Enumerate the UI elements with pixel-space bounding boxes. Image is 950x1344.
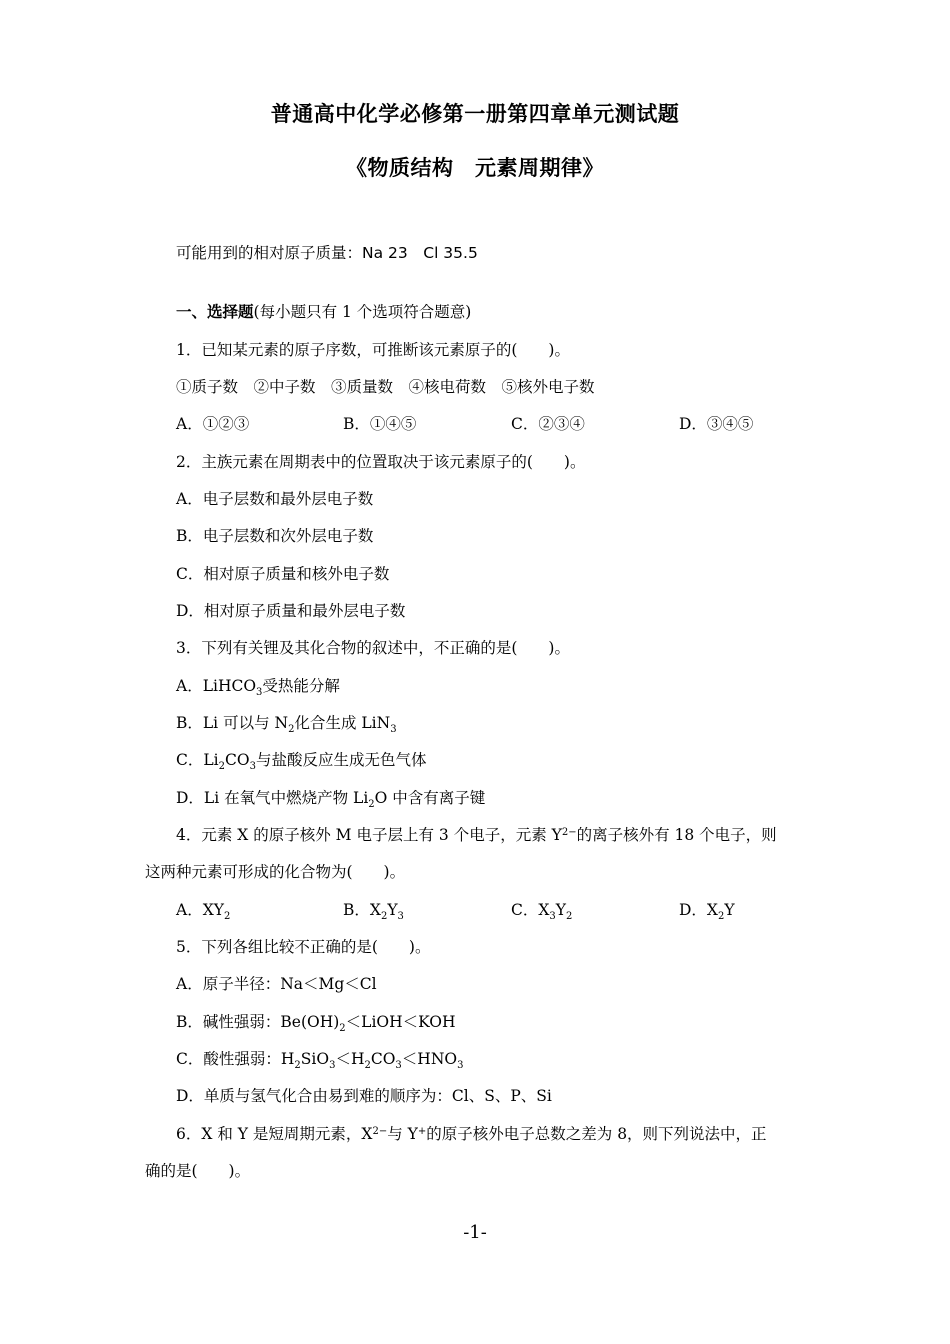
q4-stem-line2: 这两种元素可形成的化合物为( )。 (145, 863, 406, 881)
q5-stem: 5．下列各组比较不正确的是( )。 (176, 938, 431, 956)
atomic-mass-note: 可能用到的相对原子质量：Na 23 Cl 35.5 (176, 244, 478, 262)
q6-stem: 6．X 和 Y 是短周期元素，$X^{2-}$与 Y+的原子核外电子总数之差为 8，则下列说法中，正 (176, 1125, 767, 1143)
q3-option-c: C．$Li_2CO_3$与盐酸反应生成无色气体 (176, 751, 427, 772)
page-subtitle: 《物质结构 元素周期律》 (346, 156, 604, 180)
q3-stem: 3．下列有关锂及其化合物的叙述中，不正确的是( )。 (176, 639, 570, 657)
q1-option-d: D．③④⑤ (679, 415, 754, 433)
q1-option-c: C．②③④ (511, 415, 585, 433)
q3-option-d: D．Li 在氧气中燃烧产物 $Li_2O$ 中含有离子键 (176, 789, 486, 810)
page-title: 普通高中化学必修第一册第四章单元测试题 (270, 102, 680, 126)
q5-option-d: D．单质与氢气化合由易到难的顺序为：Cl、S、P、Si (176, 1087, 552, 1105)
section-title: 一、选择题 (176, 303, 254, 321)
q2-stem: 2．主族元素在周期表中的位置取决于该元素原子的( )。 (176, 453, 586, 471)
section-note: (每小题只有 1 个选项符合题意) (253, 303, 472, 321)
q3-option-a: A．LiHCO$_3$受热能分解 (176, 677, 340, 698)
q4-stem: 4．元素 X 的原子核外 M 电子层上有 3 个电子，元素 $Y^{2-}$的离子核外有 18 个电子，则 (176, 826, 777, 844)
q1-items: ①质子数 ②中子数 ③质量数 ④核电荷数 ⑤核外电子数 (176, 378, 595, 396)
section-heading (176, 302, 471, 322)
q2-option-d: D．相对原子质量和最外层电子数 (176, 602, 406, 620)
q4-option-a: A．$XY_2$ (176, 901, 231, 922)
page-number: -1- (463, 1222, 487, 1243)
q4-option-b: B．$X_2Y_3$ (343, 901, 404, 922)
q1-option-b: B．①④⑤ (343, 415, 417, 433)
q3-option-b: B．Li 可以与 $N_2$化合生成 LiN$_3$ (176, 714, 397, 735)
q1-option-a: A．①②③ (176, 415, 250, 433)
q5-option-c: C．酸性强弱：$H_2SiO_3<H_2CO_3<HNO_3$ (176, 1050, 464, 1071)
q1-stem: 1．已知某元素的原子序数，可推断该元素原子的( )。 (176, 341, 570, 359)
q5-option-a: A．原子半径：Na＜Mg＜Cl (176, 975, 377, 993)
q4-option-d: D．$X_2Y$ (679, 901, 735, 922)
q2-option-b: B．电子层数和次外层电子数 (176, 527, 374, 545)
q6-stem-line2: 确的是( )。 (145, 1162, 251, 1180)
q2-option-c: C．相对原子质量和核外电子数 (176, 565, 390, 583)
q2-option-a: A．电子层数和最外层电子数 (176, 490, 374, 508)
q5-option-b: B．碱性强弱：$Be(OH)_2<LiOH<KOH$ (176, 1013, 456, 1034)
q4-option-c: C．$X_3Y_2$ (511, 901, 573, 922)
